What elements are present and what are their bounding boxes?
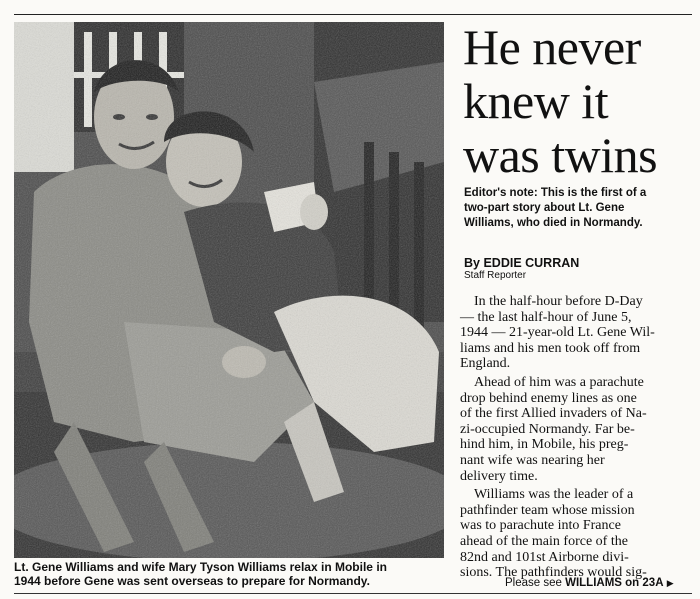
continued-reference: WILLIAMS on 23A [565, 577, 664, 589]
right-arrow-icon: ▶ [666, 578, 674, 588]
photo-illustration [14, 22, 444, 558]
top-rule [14, 14, 692, 15]
article-line: — the last half-hour of June 5, [460, 309, 632, 325]
article-line: liams and his men took off from [460, 340, 641, 356]
article-line: nant wife was nearing her [460, 452, 605, 468]
article-line: was to parachute into France [460, 518, 621, 534]
headline-line: knew it [463, 73, 609, 129]
article-line: drop behind enemy lines as one [460, 390, 637, 406]
article-line: 82nd and 101st Airborne divi- [460, 549, 629, 565]
photo-caption [14, 560, 454, 588]
editor-note [464, 186, 694, 231]
byline-author: By EDDIE CURRAN [464, 256, 580, 270]
caption-line: Lt. Gene Williams and wife Mary Tyson Williams relax in Mobile in [14, 560, 387, 574]
article-line: 1944 — 21-year-old Lt. Gene Wil- [460, 325, 655, 341]
editor-note-line: two-part story about Lt. Gene [464, 202, 625, 214]
article-line: ahead of the main force of the [460, 533, 628, 549]
article-line: Williams was the leader of a [474, 487, 634, 503]
article-line: England. [460, 356, 511, 372]
article-line: sions. The pathfinders would sig- [460, 565, 647, 581]
bottom-rule [14, 593, 692, 594]
article-paragraph [460, 294, 696, 372]
headline [463, 20, 693, 182]
headline-line: He never [463, 19, 641, 75]
article-paragraph [460, 487, 696, 581]
continued-label: Please see [505, 577, 562, 589]
headline-line: was twins [463, 127, 658, 183]
article-line: In the half-hour before D-Day [474, 294, 643, 309]
editor-note-line: Williams, who died in Normandy. [464, 217, 643, 229]
article-line: Ahead of him was a parachute [474, 374, 644, 390]
editor-note-line: Editor's note: This is the first of a [464, 187, 647, 199]
caption-line: 1944 before Gene was sent overseas to prepare for Normandy. [14, 574, 370, 588]
continued-jump [505, 576, 674, 590]
article-line: pathfinder team whose mission [460, 502, 635, 518]
article-body [460, 294, 696, 584]
article-line: of the first Allied invaders of Na- [460, 406, 647, 422]
byline-role: Staff Reporter [464, 270, 527, 281]
couple-photo [14, 22, 444, 558]
article-line: hind him, in Mobile, his preg- [460, 437, 629, 453]
article-line: zi-occupied Normandy. Far be- [460, 421, 635, 437]
article-paragraph [460, 375, 696, 484]
article-line: delivery time. [460, 468, 538, 484]
